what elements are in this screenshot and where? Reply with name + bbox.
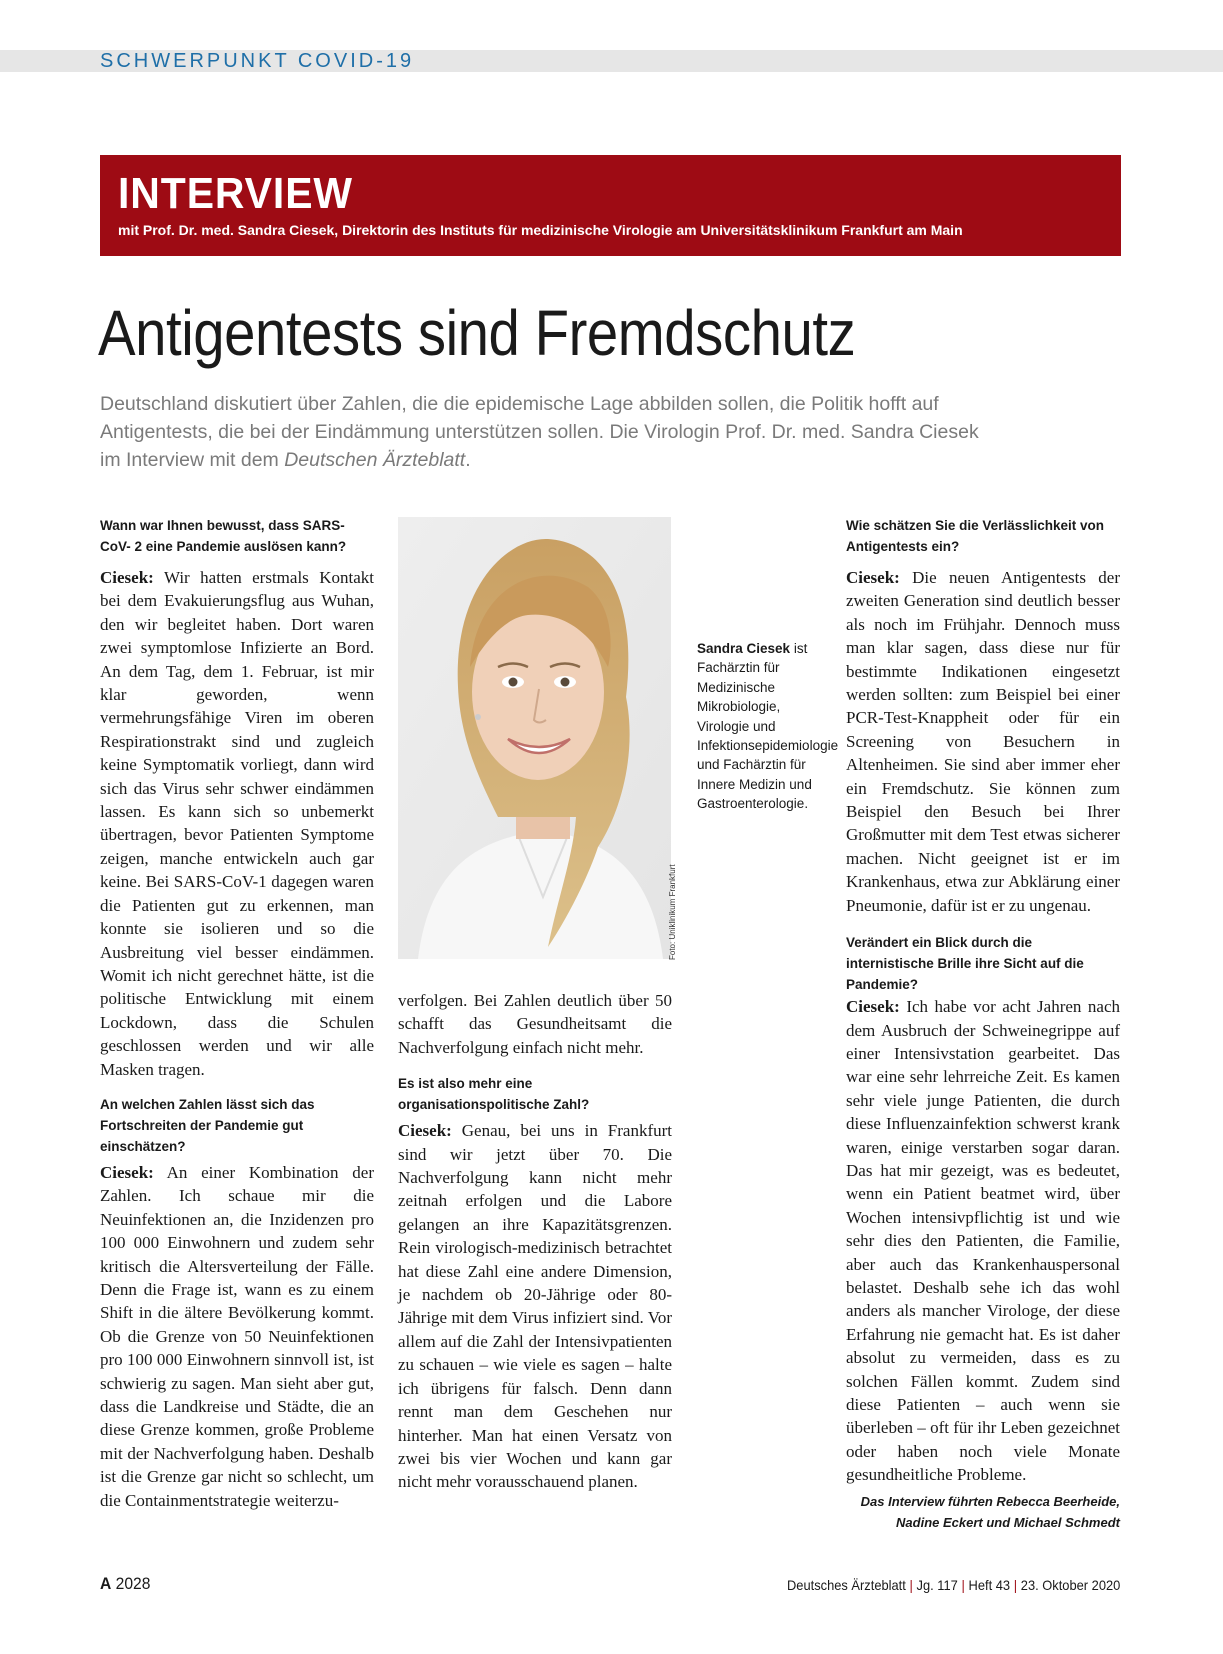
speaker-label: Ciesek: xyxy=(100,568,154,587)
interview-question: Verändert ein Blick durch die internistische Brille ihre Sicht auf die Pandemie? xyxy=(846,935,1084,993)
page-number-value: 2028 xyxy=(115,1574,151,1593)
issue: Heft 43 xyxy=(968,1577,1010,1593)
page-letter: A xyxy=(100,1574,112,1593)
answer-text: Die neuen Antigentests der zweiten Generation sind deutlich besser als noch im Frühjahr. Dennoch muss man klar sagen, dass diese nur für bestimmte Indikationen eingesetzt werden sollten: zum Beispiel bei einer PCR-Test-Knappheit oder für ein Screening von Besuchern in Altenheimen. Sie sind aber immer eher ein Fremdschutz. Sie können zum Beispiel den Besuch bei Ihrer Großmutter mit dem Test etwas sicherer machen. Nicht geeignet ist er im Krankenhaus, etwa zur Abklärung einer Pneumonie, dafür ist er zu ungenau. xyxy=(846,568,1121,915)
lead-line: Antigentests, die bei der Eindämmung unterstützen sollen. Die Virologin Prof. Dr. med. Sandra Ciesek xyxy=(100,421,979,443)
answer-text: An einer Kombination der Zahlen. Ich schaue mir die Neuinfektionen an, die Inzidenzen pro 100 000 Einwohnern und zudem sehr kritisch die Altersverteilung der Fälle. Denn die Frage ist, wann es zu einem Shift in die ältere Bevölkerung kommt. Ob die Grenze von 50 Neuinfektionen pro 100 000 Einwohnern sinnvoll ist, ist schwierig zu sagen. Man sieht aber gut, dass die Landkreise und Städte, die an diese Grenze kommen, große Probleme mit der Nachverfolgung haben. Deshalb ist die Grenze gar nicht so schlecht, um die Containmentstrategie weiterzu- xyxy=(100,1162,374,1510)
issue-date: 23. Oktober 2020 xyxy=(1020,1577,1120,1593)
caption-text: ist Fachärztin für Medizinische Mikrobiologie, Virologie und Infektionsepidemiologie und Fachärztin für Innere Medizin und Gastroenterologie. xyxy=(697,641,839,812)
article-column-3 xyxy=(846,515,1120,1533)
interview-answer xyxy=(398,1119,672,1494)
separator: | xyxy=(1013,1577,1017,1593)
article-headline: Antigentests sind Fremdschutz xyxy=(98,297,856,369)
photo-caption xyxy=(697,639,839,814)
interview-answer xyxy=(100,566,374,1081)
lead-text: . xyxy=(465,449,471,471)
interview-question: Es ist also mehr eine organisationspolitische Zahl? xyxy=(398,1076,590,1113)
journal-name: Deutschen Ärzteblatt xyxy=(284,449,466,471)
journal-title: Deutsches Ärzteblatt xyxy=(786,1577,906,1593)
volume: Jg. 117 xyxy=(916,1577,958,1593)
article-column-1 xyxy=(100,515,374,1512)
speaker-label: Ciesek: xyxy=(846,997,900,1017)
interview-answer xyxy=(846,566,1120,917)
portrait-illustration xyxy=(398,517,671,959)
section-label: SCHWERPUNKT COVID-19 xyxy=(100,50,415,72)
credit-line: Das Interview führten Rebecca Beerheide, xyxy=(860,1493,1120,1509)
separator: | xyxy=(909,1577,913,1593)
page-number xyxy=(100,1574,150,1594)
credit-line: Nadine Eckert und Michael Schmedt xyxy=(896,1514,1120,1530)
interview-credit xyxy=(846,1491,1120,1533)
photo-credit: Foto: Uniklinikum Frankfurt xyxy=(668,864,677,960)
speaker-label: Ciesek: xyxy=(846,568,900,587)
lead-line xyxy=(100,446,1000,474)
caption-name: Sandra Ciesek xyxy=(697,641,791,656)
speaker-label: Ciesek: xyxy=(398,1121,452,1141)
answer-continuation: verfolgen. Bei Zahlen deutlich über 50 schafft das Gesundheitsamt die Nachverfolgung einfach nicht mehr. xyxy=(398,991,672,1057)
lead-text: im Interview mit dem xyxy=(100,449,285,471)
speaker-label: Ciesek: xyxy=(100,1162,154,1182)
interview-answer xyxy=(100,1161,374,1512)
answer-text: Ich habe vor acht Jahren nach dem Ausbruch der Schweinegrippe auf einer Intensivstation gearbeitet. Das war eine sehr lehrreiche Zeit. Es kamen sehr viele junge Patienten, die durch diese Influenzainfektion schwerst krank waren, einige verstarben sogar daran. Das hat mir gezeigt, was es bedeutet, wenn ein Patient beatmet wird, über Wochen intensivpflichtig ist und wie sehr dies den Patienten, die Familie, aber auch das Krankenhauspersonal belastet. Deshalb sehe ich das wohl anders als mancher Virologe, der diese Erfahrung nie gemacht hat. Es ist daher absolut zu vermeiden, dass es zu solchen Fällen kommt. Zudem sind diese Patienten – auch wenn sie überleben – oft für ihr Leben gezeichnet oder haben noch viele Monate gesundheitliche Probleme. xyxy=(846,997,1121,1485)
banner-title: INTERVIEW xyxy=(118,169,353,218)
article-column-2 xyxy=(398,989,672,1494)
interview-question: Wie schätzen Sie die Verlässlichkeit von Antigentests ein? xyxy=(846,518,1104,554)
portrait-photo xyxy=(398,517,671,959)
interview-banner xyxy=(100,155,1121,256)
article-lead xyxy=(100,390,1000,474)
banner-subtitle: mit Prof. Dr. med. Sandra Ciesek, Direktorin des Instituts für medizinische Virologie am Universitätsklinikum Frankfurt am Main xyxy=(118,222,963,238)
interview-answer xyxy=(846,995,1120,1487)
answer-text: Wir hatten erstmals Kontakt bei dem Evakuierungsflug aus Wuhan, den wir begleitet haben. Dort waren zwei symptomlose Infizierte an Bord. An dem Tag, dem 1. Februar, ist mir klar geworden, wenn vermehrungsfähige Viren im oberen Respirationstrakt sind und zugleich keine Symptomatik vorliegt, dann wird sich das Virus sehr schwer eindämmen lassen. Es kann sich so unbemerkt übertragen, bevor Patienten Symptome zeigen, manche entwickeln auch gar keine. Bei SARS-CoV-1 dagegen waren die Patienten gut zu erkennen, man konnte sie isolieren und so die Ausbreitung viel besser eindämmen. Womit ich nicht gerechnet hätte, ist die politische Entwicklung mit einem Lockdown, dass die Schulen geschlossen werden und wir alle Masken tragen. xyxy=(100,568,374,1079)
lead-line: Deutschland diskutiert über Zahlen, die die epidemische Lage abbilden sollen, die Politik hofft auf xyxy=(100,393,939,415)
answer-text: Genau, bei uns in Frankfurt sind wir jetzt über 70. Die Nachverfolgung kann nicht mehr zeitnah erfolgen und die Labore gelangen an ihre Kapazitätsgrenzen. Rein virologisch-medizinisch betrachtet hat diese Zahl eine andere Dimension, je nachdem ob 20-Jährige oder 80-Jährige mit dem Virus infiziert sind. Vor allem auf die Zahl der Intensivpatienten zu schauen – wie viele es sagen – halte ich übrigens für falsch. Denn dann rennt man dem Geschehen nur hinterher. Man hat einen Versatz von zwei bis vier Wochen und kann gar nicht mehr vorausschauend planen. xyxy=(398,1121,673,1492)
footer-info xyxy=(787,1577,1120,1593)
separator: | xyxy=(961,1577,965,1593)
interview-question: Wann war Ihnen bewusst, dass SARS-CoV- 2 eine Pandemie auslösen kann? xyxy=(100,518,347,554)
interview-question: An welchen Zahlen lässt sich das Fortschreiten der Pandemie gut einschätzen? xyxy=(100,1096,315,1154)
